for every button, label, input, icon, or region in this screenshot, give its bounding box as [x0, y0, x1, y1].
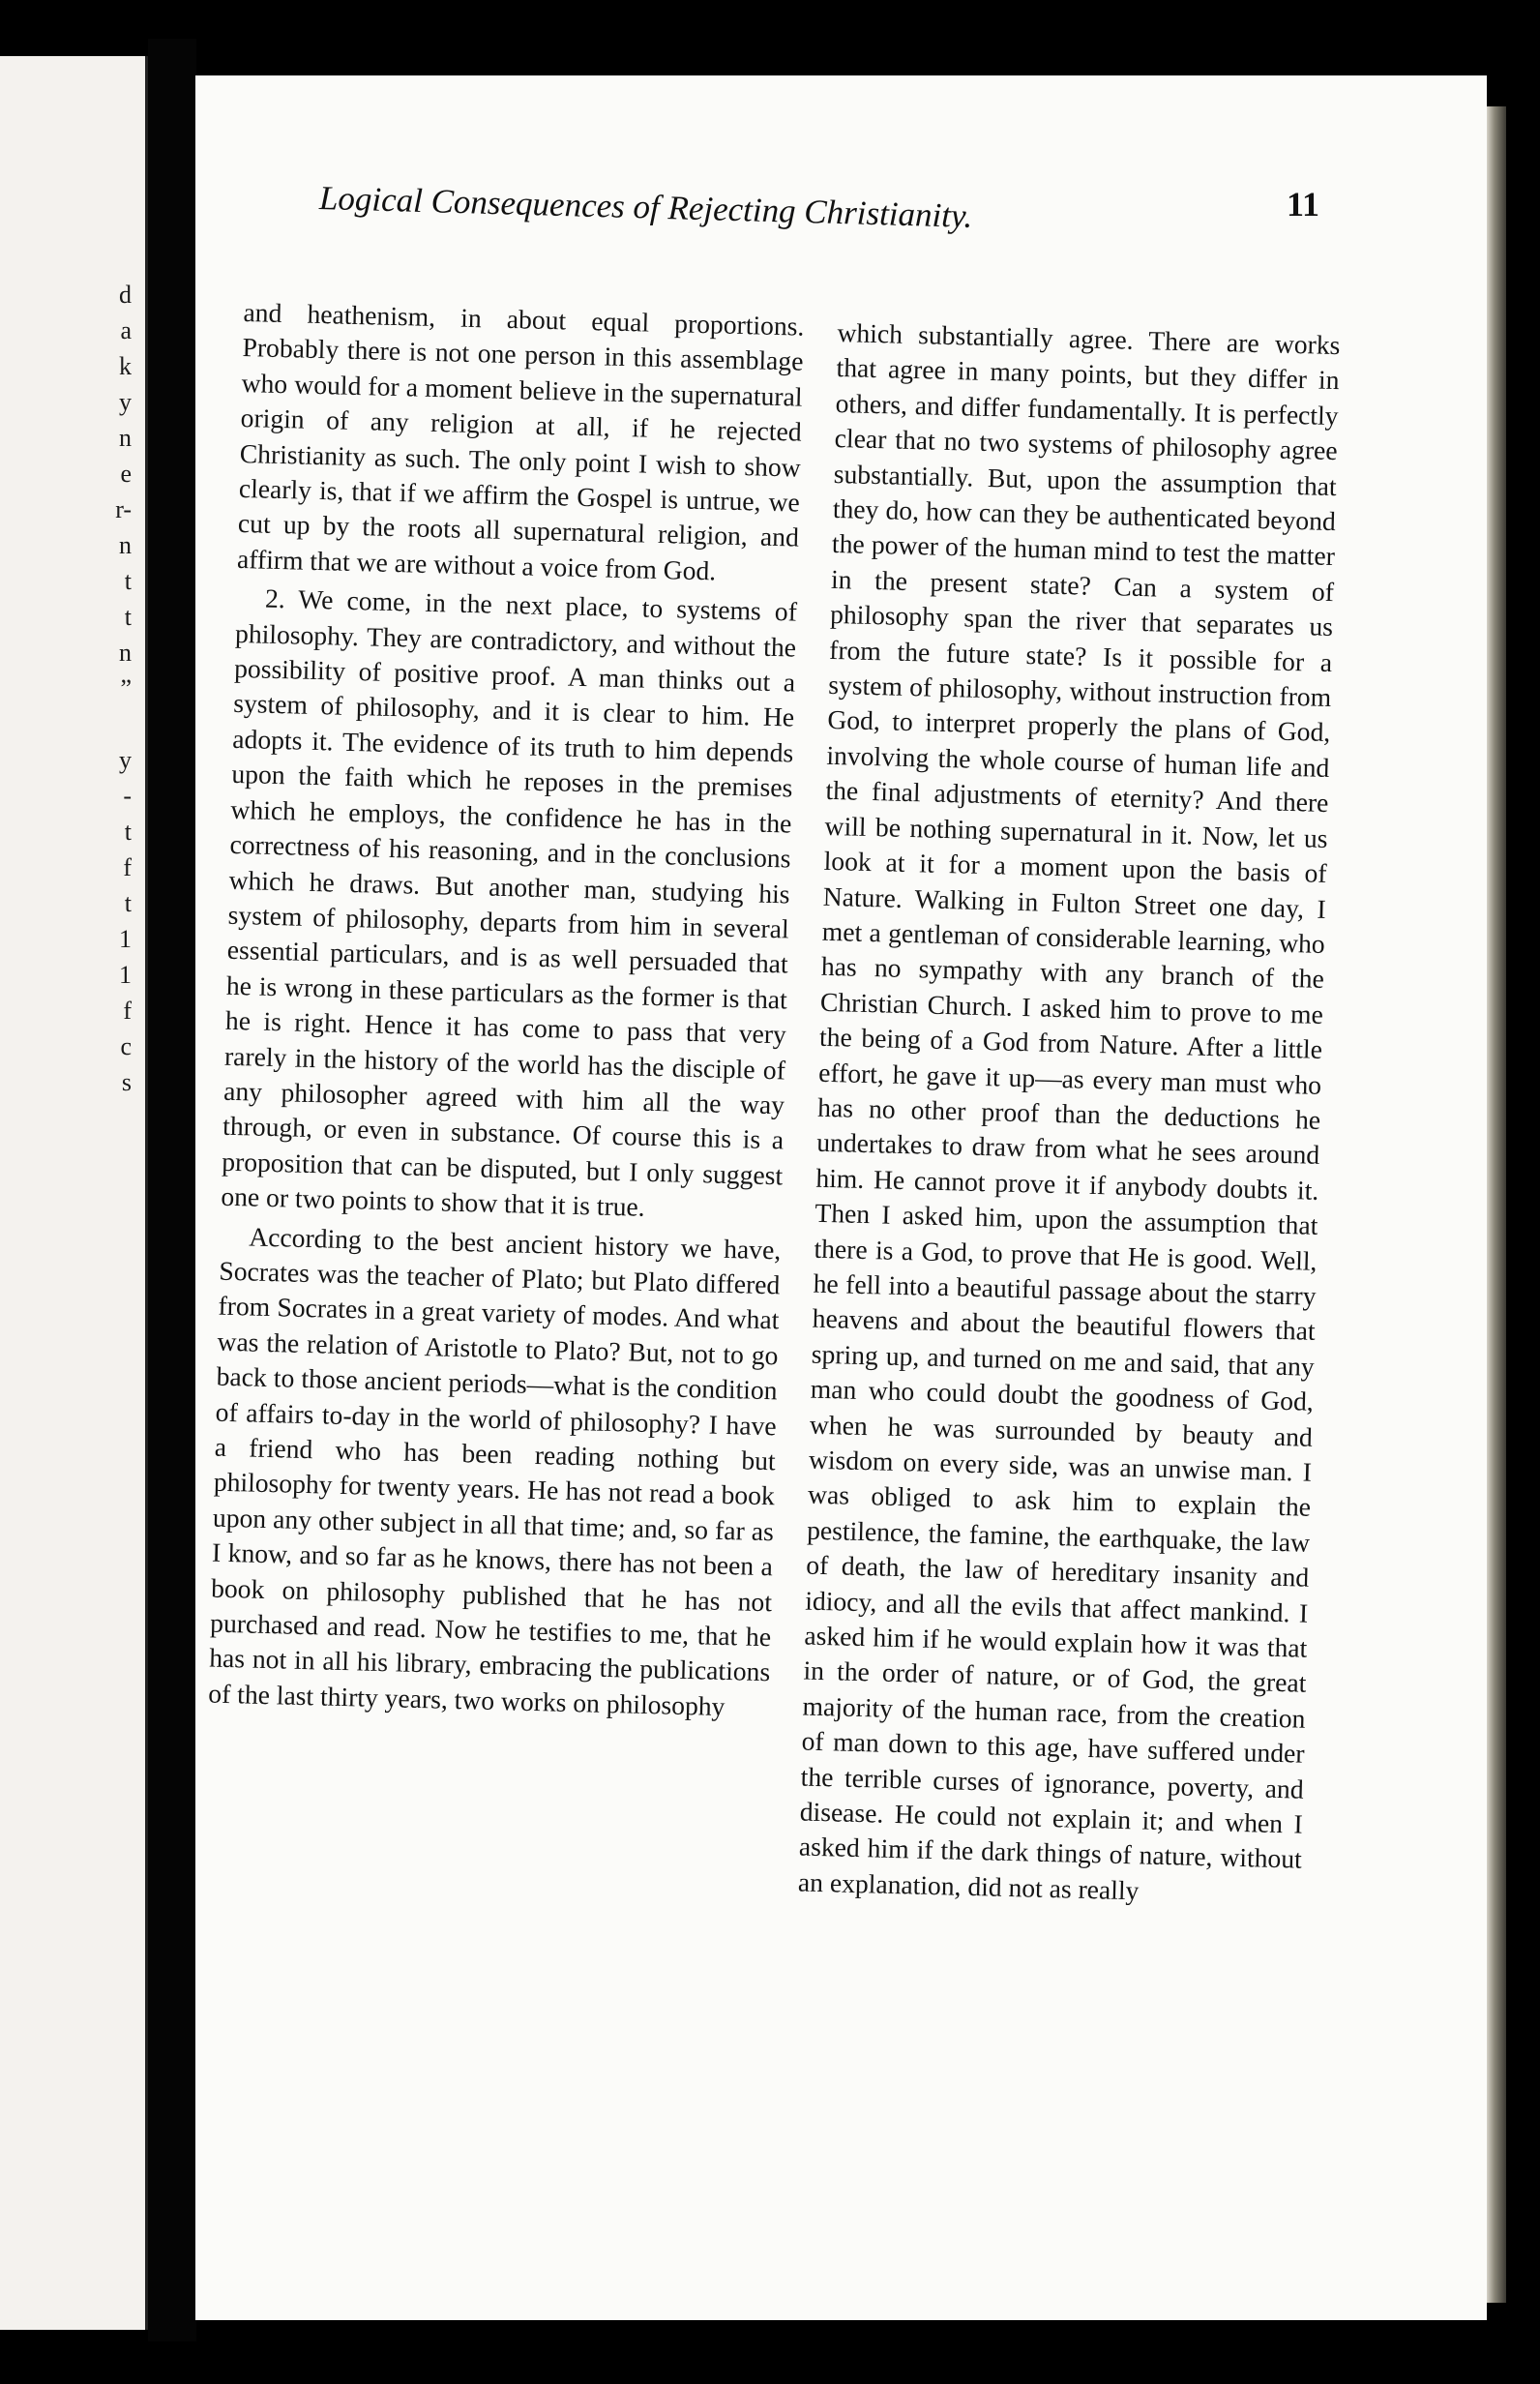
fragment: 1	[119, 925, 132, 953]
fragment: -	[123, 782, 132, 810]
paragraph: According to the best ancient history we have, Socrates was the teacher of Plato; but Plato differed from Socrates in a great variety of modes. And what was the relation of Aristotle to Plato? But, not to go back to those ancient periods—what is the condition of affairs to-day in the world of philosophy? I have a friend who has been reading nothing but philosophy for twenty years. He has not read a book upon any other subject in all that time; and, so far as I know, and so far as he knows, there has not been a book on philosophy published that he has not purchased and read. Now he testifies to me, that he has not in all his library, embracing the publications of the last thirty years, two works on philosophy	[208, 1221, 782, 1721]
fragment: n	[119, 531, 132, 559]
fragment: ”	[120, 674, 132, 702]
running-head: Logical Consequences of Rejecting Christianity.	[318, 179, 973, 235]
page-edge	[1487, 106, 1506, 2303]
fragment: 1	[119, 961, 132, 989]
fragment: y	[119, 388, 132, 416]
book-gutter	[148, 39, 196, 2341]
left-facing-page	[0, 56, 148, 2330]
fragment: t	[124, 603, 132, 631]
paragraph: and heathenism, in about equal proportions. Probably there is not one person in this assemblage who would for a moment believe in the supernatural origin of any religion at all, if he rejected Christianity as such. The only point I wish to show clearly is, that if we affirm the Gospel is untrue, we cut up by the roots all supernatural religion, and affirm that we are without a voice from God.	[236, 296, 805, 586]
fragment: t	[124, 567, 132, 595]
fragment: t	[124, 818, 132, 846]
right-text-column	[798, 315, 1341, 1913]
fragment: n	[119, 639, 132, 667]
fragment: s	[121, 1068, 132, 1096]
left-page-fragments	[115, 277, 132, 1100]
fragment: d	[119, 281, 132, 309]
fragment: r-	[115, 495, 132, 523]
page-number: 11	[1287, 185, 1320, 224]
left-text-column	[208, 295, 805, 1725]
fragment: k	[119, 352, 132, 380]
fragment: y	[119, 746, 132, 774]
fragment: a	[120, 316, 132, 344]
fragment: e	[120, 460, 132, 488]
fragment: f	[123, 997, 132, 1025]
fragment: t	[124, 889, 132, 917]
paragraph: which substantially agree. There are works that agree in many points, but they differ in others, and differ fundamentally. It is perfectly clear that no two systems of philosophy agree substantially. But, upon the assumption that they do, how can they be authenticated beyond the power of the human mind to test the matter in the present state? Can a system of philosophy span the river that separates us from the future state? Is it possible for a system of philosophy, without instruction from God, to interpret properly the plans of God, involving the whole course of human life and the final adjustments of eternity? And there will be nothing supernatural in it. Now, let us look at it for a moment upon the basis of Nature. Walking in Fulton Street one day, I met a gentleman of considerable learning, who has no sympathy with any branch of the Christian Church. I asked him to prove to me the being of a God from Nature. After a little effort, he gave it up—as every man must who has no other proof than the deductions he undertakes to draw from what he sees around him. He cannot prove it if anybody doubts it. Then I asked him, upon the assumption that there is a God, to prove that He is good. Well, he fell into a beautiful passage about the starry heavens and about the beautiful flowers that spring up, and turned on me and said, that any man who could doubt the goodness of God, when he was surrounded by beauty and wisdom on every side, was an unwise man. I was obliged to ask him to explain the pestilence, the famine, the earthquake, the law of death, the law of hereditary insanity and idiocy, and all the evils that affect mankind. I asked him if he would explain how it was that in the order of nature, or of God, the great majority of the human race, from the creation of man down to this age, have suffered under the terrible curses of ignorance, poverty, and disease. He could not explain it; and when I asked him if the dark things of nature, without an explanation, did not as really	[797, 316, 1341, 1906]
fragment: c	[120, 1032, 132, 1060]
fragment: n	[119, 424, 132, 452]
fragment	[115, 706, 132, 742]
paragraph: 2. We come, in the next place, to systems of philosophy. They are contradictory, and without the possibility of positive proof. A man thinks out a system of philosophy, and it is clear to him. He adopts it. The evidence of its truth to him depends upon the faith which he reposes in the premises which he employs, the confidence he has in the correctness of his reasoning, and in the conclusions which he draws. But another man, studying his system of philosophy, departs from him in several essential particulars, and is as well persuaded that he is wrong in these particulars as the former is that he is right. Hence it has come to pass that very rarely in the history of the world has the disciple of any philosopher agreed with him all the way through, or even in substance. Of course this is a proposition that can be disputed, but I only suggest one or two points to show that it is true.	[221, 582, 798, 1222]
fragment: f	[123, 853, 132, 881]
